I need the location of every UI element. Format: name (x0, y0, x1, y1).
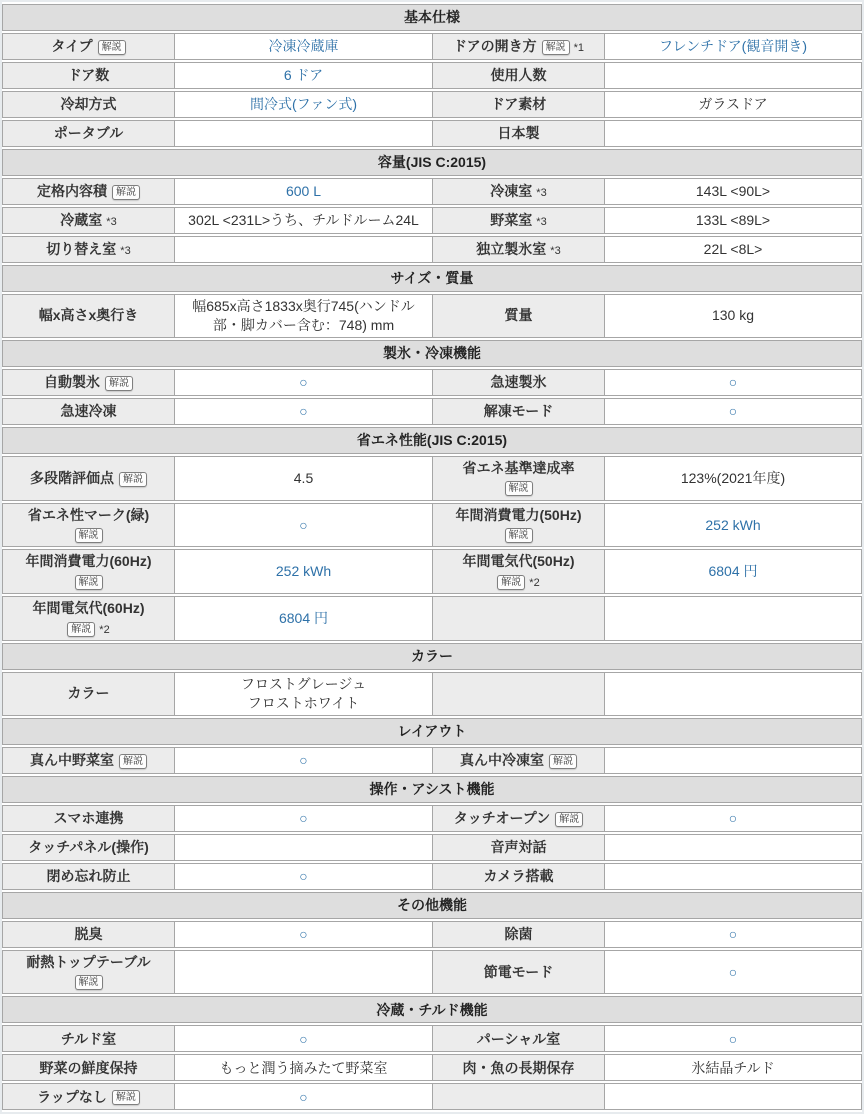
spec-label-cell (2, 33, 174, 60)
kaisetsu-row (437, 525, 600, 544)
spec-label: 日本製 (497, 125, 540, 142)
table-row (2, 1025, 862, 1052)
kaisetsu-badge[interactable]: 解説 (497, 575, 525, 590)
table-row (2, 178, 862, 205)
table-row (2, 747, 862, 774)
table-row (2, 62, 862, 89)
spec-label: ドア数 (67, 67, 110, 84)
spec-label: 音声対話 (490, 838, 547, 855)
spec-label: 冷凍室 (490, 183, 533, 200)
footnote-marker: *2 (529, 577, 540, 590)
spec-label-cell (2, 503, 174, 548)
section-header: 基本仕様 (2, 4, 862, 31)
kaisetsu-badge[interactable]: 解説 (98, 40, 126, 55)
spec-label-cell (432, 62, 604, 89)
table-row (2, 1083, 862, 1110)
spec-label-cell (2, 369, 174, 396)
section-header: サイズ・質量 (2, 265, 862, 292)
kaisetsu-badge[interactable]: 解説 (105, 376, 133, 391)
spec-label-cell (432, 456, 604, 501)
spec-value-link[interactable]: 252 kWh (275, 563, 332, 580)
spec-label: 使用人数 (490, 67, 547, 84)
spec-label: 野菜室 (490, 212, 533, 229)
spec-label: チルド室 (60, 1030, 117, 1047)
table-row (2, 91, 862, 118)
spec-value-link[interactable]: 6 ドア (283, 67, 324, 84)
spec-label-cell (2, 236, 174, 263)
spec-value-cell (604, 294, 862, 338)
spec-value-cell (174, 369, 432, 396)
spec-value-cell (174, 456, 432, 501)
table-row (2, 805, 862, 832)
spec-value: 302L <231L>うち、チルドルーム24L (188, 212, 419, 229)
spec-value-cell (604, 236, 862, 263)
spec-value: 130 kg (711, 307, 755, 324)
spec-label: タイプ (51, 38, 93, 55)
spec-value-link[interactable]: ○ (299, 1088, 308, 1105)
spec-label-cell (432, 503, 604, 548)
spec-label-cell (432, 596, 604, 641)
footnote-marker: *2 (99, 624, 110, 637)
table-row (2, 950, 862, 995)
spec-label: 冷蔵室 (60, 212, 103, 229)
spec-label: ドア素材 (490, 96, 547, 113)
spec-value-cell (174, 1083, 432, 1110)
spec-value-cell (174, 294, 432, 338)
spec-label: 除菌 (504, 925, 533, 942)
kaisetsu-badge[interactable]: 解説 (67, 622, 95, 637)
spec-label: ドアの開き方 (453, 38, 537, 55)
spec-label: 冷却方式 (60, 96, 117, 113)
spec-label: カメラ搭載 (483, 867, 554, 884)
table-row (2, 456, 862, 501)
spec-label-cell (2, 747, 174, 774)
kaisetsu-badge[interactable]: 解説 (75, 575, 103, 590)
spec-value-cell (174, 863, 432, 890)
spec-value-cell (604, 369, 862, 396)
spec-value-cell (174, 1054, 432, 1081)
spec-label-cell (432, 369, 604, 396)
spec-value: 22L <8L> (703, 241, 763, 258)
spec-value-cell (174, 398, 432, 425)
kaisetsu-row (437, 572, 600, 591)
spec-label: 真ん中野菜室 (30, 751, 114, 768)
spec-label: スマホ連携 (53, 809, 124, 826)
table-row (2, 207, 862, 234)
footnote-marker: *3 (550, 245, 561, 258)
spec-value-cell (604, 950, 862, 995)
spec-label: ラップなし (37, 1088, 107, 1105)
spec-value-cell (604, 1054, 862, 1081)
spec-label-cell (432, 672, 604, 716)
table-row (2, 921, 862, 948)
spec-label-cell (432, 1025, 604, 1052)
spec-label: 省エネ性マーク(緑) (27, 506, 150, 523)
spec-label: 耐熱トップテーブル (26, 953, 151, 970)
spec-label-cell (432, 1054, 604, 1081)
spec-label-cell (2, 596, 174, 641)
spec-value-cell (174, 91, 432, 118)
spec-label: 自動製氷 (44, 373, 100, 390)
section-header-row (2, 4, 862, 31)
kaisetsu-badge[interactable]: 解説 (75, 528, 103, 543)
spec-value: 133L <89L> (695, 212, 771, 229)
spec-value-cell (174, 549, 432, 594)
spec-value-link[interactable]: ○ (728, 402, 738, 419)
spec-value-cell (604, 596, 862, 641)
spec-value-link[interactable]: ○ (728, 1030, 738, 1047)
kaisetsu-row (437, 479, 600, 498)
spec-label-cell (2, 120, 174, 147)
section-header: レイアウト (2, 718, 862, 745)
kaisetsu-badge[interactable]: 解説 (505, 528, 533, 543)
kaisetsu-badge[interactable]: 解説 (549, 754, 577, 769)
kaisetsu-badge[interactable]: 解説 (555, 812, 583, 827)
spec-value-link[interactable]: 間冷式(ファン式) (249, 96, 358, 113)
section-header-row (2, 427, 862, 454)
spec-label-cell (2, 672, 174, 716)
spec-label: 定格内容積 (37, 183, 107, 200)
section-header: 操作・アシスト機能 (2, 776, 862, 803)
spec-value-cell (604, 834, 862, 861)
spec-value-cell (604, 921, 862, 948)
spec-label-cell (432, 398, 604, 425)
kaisetsu-row (7, 973, 170, 992)
spec-value-link[interactable]: 6804 円 (278, 610, 329, 627)
spec-label-cell (2, 62, 174, 89)
spec-label-cell (2, 398, 174, 425)
spec-label-cell (2, 91, 174, 118)
spec-label-cell (2, 950, 174, 995)
kaisetsu-badge[interactable]: 解説 (119, 754, 147, 769)
spec-value-link[interactable]: ○ (728, 809, 738, 826)
section-header-row (2, 776, 862, 803)
spec-label: 年間消費電力(50Hz) (455, 506, 582, 523)
spec-value-cell (604, 549, 862, 594)
table-row (2, 863, 862, 890)
spec-value-cell (174, 33, 432, 60)
spec-label: 省エネ基準達成率 (462, 459, 575, 476)
spec-value-cell (604, 33, 862, 60)
spec-value: 氷結晶チルド (691, 1059, 775, 1076)
spec-label-cell (432, 921, 604, 948)
spec-label-cell (2, 549, 174, 594)
spec-label-cell (432, 207, 604, 234)
spec-label: パーシャル室 (476, 1030, 561, 1047)
spec-value-cell (174, 921, 432, 948)
table-row (2, 672, 862, 716)
spec-value-cell (174, 120, 432, 147)
spec-label: 節電モード (483, 963, 554, 980)
spec-value-link[interactable]: ○ (299, 809, 308, 826)
spec-value-cell (604, 672, 862, 716)
spec-value-cell (174, 747, 432, 774)
spec-value-cell (604, 178, 862, 205)
spec-value-cell (174, 207, 432, 234)
spec-value-cell (174, 834, 432, 861)
spec-label-cell (432, 549, 604, 594)
spec-value-cell (604, 456, 862, 501)
spec-value-line: フロストグレージュ (240, 675, 367, 692)
spec-label: ポータブル (53, 125, 124, 142)
spec-label-cell (2, 805, 174, 832)
spec-label: 質量 (504, 307, 533, 324)
section-header-row (2, 643, 862, 670)
spec-value-cell (604, 1025, 862, 1052)
spec-label-cell (2, 294, 174, 338)
spec-value-link[interactable]: 冷凍冷蔵庫 (268, 38, 339, 55)
kaisetsu-row (7, 525, 170, 544)
spec-label-cell (432, 805, 604, 832)
spec-label: 脱臭 (74, 925, 103, 942)
spec-value-cell (604, 747, 862, 774)
spec-label-cell (432, 91, 604, 118)
spec-value-cell (604, 503, 862, 548)
spec-value: もっと潤う摘みたて野菜室 (219, 1059, 388, 1076)
spec-label-cell (2, 207, 174, 234)
spec-label: タッチパネル(操作) (28, 838, 149, 855)
kaisetsu-badge[interactable]: 解説 (505, 481, 533, 496)
spec-label-cell (432, 120, 604, 147)
spec-label-cell (2, 1083, 174, 1110)
kaisetsu-badge[interactable]: 解説 (119, 472, 147, 487)
spec-value-cell (604, 398, 862, 425)
spec-label-cell (432, 236, 604, 263)
spec-label-cell (432, 178, 604, 205)
spec-value-cell (174, 950, 432, 995)
spec-value-cell (174, 62, 432, 89)
spec-label: 急速製氷 (490, 373, 547, 390)
section-header: カラー (2, 643, 862, 670)
spec-label: 肉・魚の長期保存 (462, 1059, 575, 1076)
spec-label-cell (432, 834, 604, 861)
spec-value-cell (174, 236, 432, 263)
section-header-row (2, 149, 862, 176)
table-row (2, 596, 862, 641)
spec-value-link[interactable]: ○ (299, 925, 308, 942)
footnote-marker: *3 (106, 216, 117, 229)
spec-value-link[interactable]: 600 L (285, 183, 322, 200)
spec-label-cell (432, 294, 604, 338)
table-row (2, 549, 862, 594)
spec-value-cell (604, 805, 862, 832)
spec-value-cell (604, 863, 862, 890)
footnote-marker: *3 (120, 245, 131, 258)
spec-label: 真ん中冷凍室 (460, 751, 544, 768)
spec-value-link[interactable]: 252 kWh (705, 516, 761, 533)
section-header: 冷蔵・チルド機能 (2, 996, 862, 1023)
spec-label: 独立製氷室 (476, 241, 547, 258)
kaisetsu-badge[interactable]: 解説 (75, 975, 103, 990)
spec-value-link[interactable]: ○ (299, 402, 308, 419)
spec-label-cell (432, 863, 604, 890)
spec-label: 年間消費電力(60Hz) (25, 553, 152, 570)
spec-label: 多段階評価点 (30, 469, 114, 486)
spec-label: 幅x高さx奥行き (38, 307, 139, 324)
footnote-marker: *3 (536, 187, 547, 200)
spec-value: 幅685x高さ1833x奥行745(ハンドル部・脚カバー含む：748) mm (192, 298, 415, 333)
spec-label: 年間電気代(50Hz) (462, 553, 575, 570)
spec-label-cell (2, 921, 174, 948)
section-header-row (2, 718, 862, 745)
spec-table (2, 2, 862, 1112)
spec-label-cell (2, 1025, 174, 1052)
kaisetsu-badge[interactable]: 解説 (112, 185, 140, 200)
spec-value: 4.5 (293, 469, 314, 486)
footnote-marker: *3 (536, 216, 547, 229)
kaisetsu-row (7, 619, 170, 638)
spec-value-link[interactable]: フレンチドア(観音開き) (659, 38, 807, 55)
spec-label-cell (2, 834, 174, 861)
kaisetsu-badge[interactable]: 解説 (542, 40, 570, 55)
spec-value-cell (174, 596, 432, 641)
spec-value-line: フロストホワイト (247, 694, 360, 711)
spec-label-cell (2, 1054, 174, 1081)
footnote-marker: *1 (573, 42, 584, 55)
kaisetsu-row (7, 572, 170, 591)
section-header-row (2, 340, 862, 367)
spec-value: 123%(2021年度) (680, 469, 786, 486)
table-row (2, 369, 862, 396)
spec-value-cell (174, 503, 432, 548)
spec-label: 急速冷凍 (60, 402, 117, 419)
spec-value-cell (174, 178, 432, 205)
table-row (2, 120, 862, 147)
spec-label-cell (2, 863, 174, 890)
spec-label-cell (432, 33, 604, 60)
spec-label: 閉め忘れ防止 (46, 867, 131, 884)
table-row (2, 503, 862, 548)
spec-value-cell (604, 62, 862, 89)
spec-label: 年間電気代(60Hz) (32, 600, 145, 617)
section-header: 容量(JIS C:2015) (2, 149, 862, 176)
section-header-row (2, 265, 862, 292)
spec-label: 切り替え室 (46, 241, 117, 258)
spec-value-link[interactable]: ○ (299, 1030, 308, 1047)
spec-label-cell (432, 950, 604, 995)
spec-label: 解凍モード (483, 402, 554, 419)
spec-table-body (2, 4, 862, 1110)
section-header: 省エネ性能(JIS C:2015) (2, 427, 862, 454)
spec-label-cell (2, 456, 174, 501)
spec-value-link[interactable]: ○ (728, 373, 738, 390)
spec-value-link[interactable]: ○ (299, 867, 308, 884)
spec-value-cell (174, 672, 432, 716)
spec-value-link[interactable]: ○ (728, 963, 738, 980)
table-row (2, 294, 862, 338)
section-header: その他機能 (2, 892, 862, 919)
spec-value-link[interactable]: ○ (299, 516, 308, 533)
spec-label: タッチオープン (453, 809, 551, 826)
spec-value-cell (604, 1083, 862, 1110)
spec-value-link[interactable]: ○ (299, 373, 308, 390)
table-row (2, 236, 862, 263)
spec-value: ガラスドア (698, 96, 768, 113)
spec-value-link[interactable]: ○ (728, 925, 738, 942)
section-header: 製氷・冷凍機能 (2, 340, 862, 367)
spec-label-cell (432, 747, 604, 774)
spec-value: 143L <90L> (695, 183, 771, 200)
spec-label: カラー (67, 685, 110, 702)
spec-label-cell (2, 178, 174, 205)
spec-value-cell (604, 207, 862, 234)
spec-value-cell (174, 1025, 432, 1052)
spec-value-cell (604, 120, 862, 147)
spec-value-cell (604, 91, 862, 118)
kaisetsu-badge[interactable]: 解説 (112, 1090, 140, 1105)
section-header-row (2, 996, 862, 1023)
spec-label-cell (432, 1083, 604, 1110)
table-row (2, 33, 862, 60)
spec-label: 野菜の鮮度保持 (39, 1059, 138, 1076)
spec-value-link[interactable]: ○ (299, 751, 308, 768)
table-row (2, 1054, 862, 1081)
section-header-row (2, 892, 862, 919)
spec-value-cell (174, 805, 432, 832)
table-row (2, 834, 862, 861)
table-row (2, 398, 862, 425)
spec-value-link[interactable]: 6804 円 (708, 563, 758, 580)
